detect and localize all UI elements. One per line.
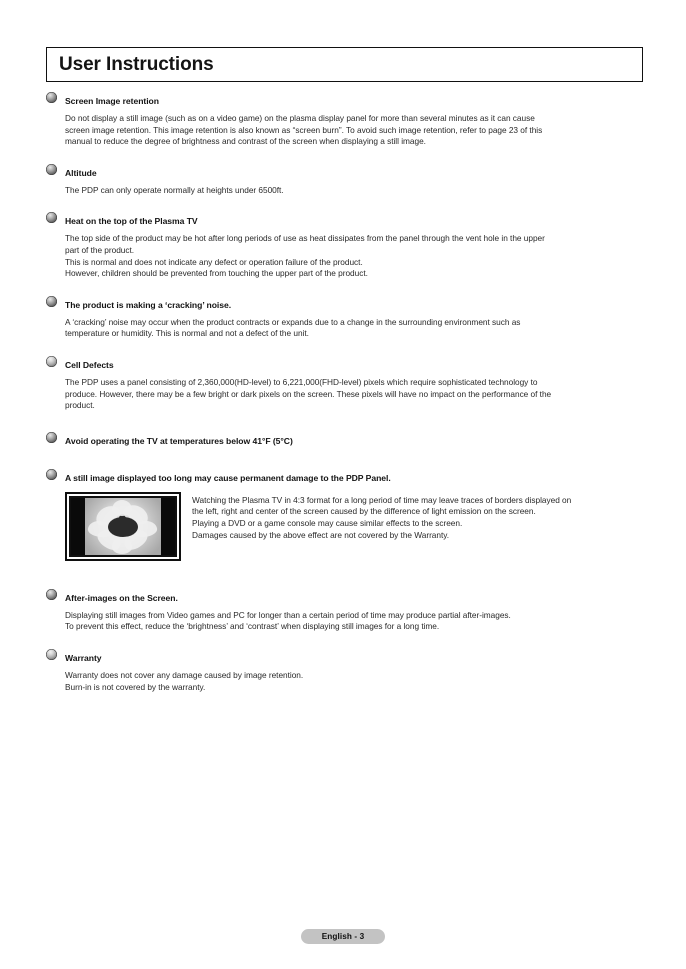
section-heading-row: [46, 91, 643, 109]
body-line: manual to reduce the degree of brightness and contrast of the screen when displaying a still image.: [65, 136, 426, 147]
sphere-bullet-icon: [46, 589, 57, 600]
section-heading-row: [46, 355, 643, 373]
body-line: Playing a DVD or a game console may cause similar effects to the screen.: [192, 517, 463, 528]
section-cell-defects: [46, 355, 643, 412]
tv-screen-illustration-icon: [65, 492, 181, 561]
section-body: [46, 113, 643, 148]
body-line: Watching the Plasma TV in 4:3 format for a long period of time may leave traces of borders displayed on: [192, 494, 572, 505]
body-line: screen image retention. This image retention is also known as “screen burn”. To avoid such image retention, refer to page 23 of this: [65, 124, 543, 135]
section-heading: The product is making a ‘cracking’ noise.: [65, 299, 232, 310]
section-heading: Avoid operating the TV at temperatures below 41°F (5°C): [65, 435, 293, 446]
page-title-box: [46, 47, 643, 82]
section-heading: Screen Image retention: [65, 96, 159, 106]
body-line: Burn-in is not covered by the warranty.: [65, 681, 206, 692]
section-warranty: [46, 648, 643, 693]
body-line: Warranty does not cover any damage caused by image retention.: [65, 669, 304, 680]
body-line: However, children should be prevented from touching the upper part of the product.: [65, 268, 368, 279]
sphere-bullet-icon: [46, 469, 57, 480]
section-after-images: [46, 588, 643, 633]
section-heading: Heat on the top of the Plasma TV: [65, 216, 198, 227]
body-line: product.: [65, 400, 95, 411]
section-cracking-noise: [46, 295, 643, 340]
sphere-bullet-icon: [46, 649, 57, 660]
section-heading: Warranty: [65, 652, 102, 663]
body-line: This is normal and does not indicate any defect or operation failure of the product.: [65, 256, 363, 267]
sphere-bullet-icon: [46, 432, 57, 443]
content-column: [46, 91, 643, 702]
section-heading: Altitude: [65, 167, 97, 178]
section-body: [46, 670, 643, 693]
section-screen-image-retention: [46, 91, 643, 148]
body-line: The top side of the product may be hot after long periods of use as heat dissipates from the panel through the vent hole in the upper: [65, 233, 545, 244]
body-line: A ‘cracking’ noise may occur when the product contracts or expands due to a change in the surrounding environment such as: [65, 316, 521, 327]
section-heading-row: [46, 211, 643, 229]
body-line: The PDP can only operate normally at heights under 6500ft.: [65, 184, 284, 195]
section-heading-row: [46, 163, 643, 181]
section-body: [46, 317, 643, 340]
body-line: produce. However, there may be a few bright or dark pixels on the screen. These pixels will have no impact on the performance of the: [65, 388, 552, 399]
section-body: [46, 185, 643, 197]
sphere-bullet-icon: [46, 356, 57, 367]
body-line: Displaying still images from Video games and PC for longer than a certain period of time may produce partial after-images.: [65, 609, 511, 620]
body-line: temperature or humidity. This is normal and not a defect of the unit.: [65, 328, 309, 339]
section-heading: After-images on the Screen.: [65, 592, 178, 603]
figure-caption: [192, 492, 643, 541]
section-avoid-low-temperature: [46, 431, 643, 449]
sphere-bullet-icon: [46, 92, 57, 103]
body-line: To prevent this effect, reduce the ‘brightness’ and ‘contrast’ when displaying still images for a long time.: [65, 621, 440, 632]
body-line: part of the product.: [65, 244, 135, 255]
page-footer-badge: [301, 929, 385, 944]
section-heading: A still image displayed too long may cause permanent damage to the PDP Panel.: [65, 472, 391, 483]
body-line: the left, right and center of the screen caused by the difference of light emission on the screen.: [192, 506, 536, 517]
tv-inner-frame: [69, 496, 177, 557]
section-body: [46, 610, 643, 633]
section-heading-row: [46, 295, 643, 313]
body-line: Do not display a still image (such as on a video game) on the plasma display panel for more than several minutes as it can cause: [65, 113, 535, 123]
section-heat-top-plasma-tv: [46, 211, 643, 279]
sphere-bullet-icon: [46, 212, 57, 223]
body-line: Damages caused by the above effect are not covered by the Warranty.: [192, 529, 450, 540]
section-heading: Cell Defects: [65, 359, 114, 370]
section-body: [46, 233, 643, 279]
section-heading-row: [46, 588, 643, 606]
figure-block: [46, 492, 643, 561]
body-line: The PDP uses a panel consisting of 2,360,000(HD-level) to 6,221,000(FHD-level) pixels which require sophisticated technology to: [65, 376, 538, 387]
section-body: [46, 377, 643, 412]
section-still-image-damage: [46, 468, 643, 561]
page-footer-label: English - 3: [321, 932, 365, 941]
sphere-bullet-icon: [46, 296, 57, 307]
section-heading-row: [46, 431, 643, 449]
section-altitude: [46, 163, 643, 197]
page-title: User Instructions: [59, 54, 214, 75]
section-heading-row: [46, 468, 643, 486]
sphere-bullet-icon: [46, 164, 57, 175]
tv-screen-content: [85, 498, 162, 555]
section-heading-row: [46, 648, 643, 666]
